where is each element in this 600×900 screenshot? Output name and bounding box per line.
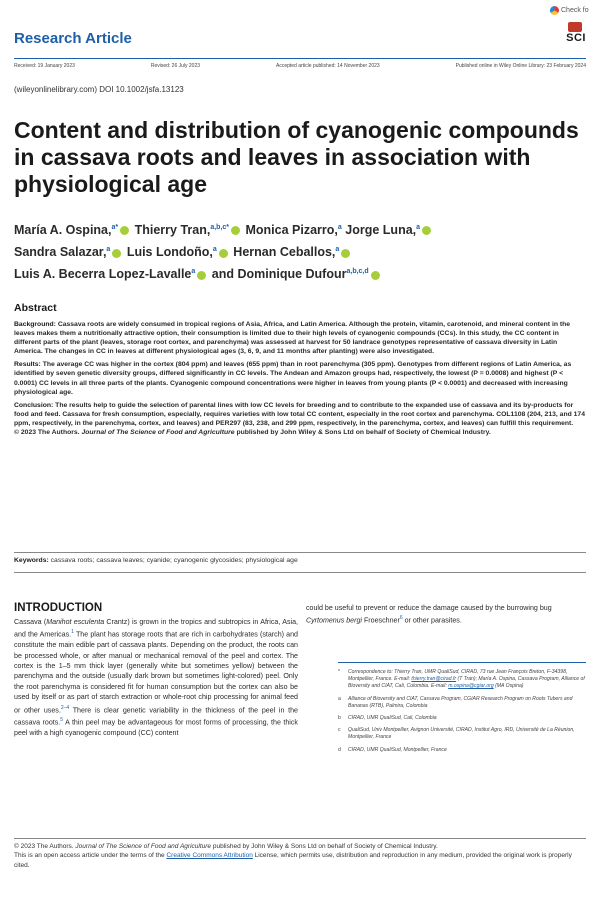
- email-link[interactable]: m.ospina@cgiar.org: [448, 683, 494, 690]
- logo-text: SCI: [566, 32, 586, 44]
- abstract-heading: Abstract: [14, 302, 57, 314]
- author-affiliation: a*: [111, 224, 119, 231]
- keywords-label: Keywords:: [14, 557, 49, 564]
- author-name[interactable]: and Dominique Dufour: [211, 267, 347, 282]
- author-affiliation: a,b,c*: [210, 224, 230, 231]
- orcid-icon[interactable]: [371, 271, 380, 280]
- note-text: QualiSud, Univ Montpellier, Avignon Université, CIRAD, Institut Agro, IRD, Université de La Réunion, Montpellier, France: [348, 727, 575, 741]
- introduction-heading: INTRODUCTION: [14, 602, 103, 614]
- correspondence-notes: [338, 669, 586, 759]
- doi-line[interactable]: (wileyonlinelibrary.com) DOI 10.1002/jsfa.13123: [14, 85, 184, 94]
- note-text: Alliance of Bioversity and CIAT, Cassava Program, CGIAR Research Program on Roots Tubers and Bananas (RTB), Palmira, Colombia: [348, 695, 573, 709]
- author-name[interactable]: Sandra Salazar,: [14, 245, 107, 260]
- note-marker: *: [338, 669, 340, 675]
- license-link[interactable]: Creative Commons Attribution: [166, 852, 253, 860]
- note-marker: a: [338, 695, 341, 702]
- species-name: Manihot esculenta: [46, 618, 105, 626]
- journal-name: Journal of The Science of Food and Agriculture: [81, 429, 235, 437]
- body-text: There is clear genetic variability in the thickness of the peel in the cassava roots.: [14, 705, 298, 727]
- affiliation-note: [338, 696, 586, 710]
- orcid-icon[interactable]: [341, 249, 350, 258]
- check-for-updates-label: Check fo: [561, 6, 589, 14]
- journal-name: Journal of The Science of Food and Agriculture: [75, 843, 212, 850]
- orcid-icon[interactable]: [112, 249, 121, 258]
- footer-copyright: [14, 842, 586, 851]
- abstract-label: Background:: [14, 321, 56, 328]
- author-affiliation: a: [191, 268, 196, 276]
- orcid-icon[interactable]: [219, 249, 228, 258]
- author-affiliation: a,b,c,d: [346, 268, 369, 276]
- reference-link[interactable]: 2–4: [60, 704, 70, 711]
- email-link[interactable]: thierry.tran@cirad.fr: [411, 676, 457, 683]
- divider: [14, 552, 586, 553]
- published-date: Published online in Wiley Online Library: 23 February 2024: [455, 63, 586, 69]
- introduction-right-column: [306, 603, 586, 626]
- author-name[interactable]: Luis Londoño,: [126, 245, 213, 260]
- correspondence-note: [338, 669, 586, 691]
- copyright-post: published by John Wiley & Sons Ltd on behalf of Society of Chemical Industry.: [236, 429, 491, 437]
- sci-logo: [554, 22, 586, 52]
- author-name[interactable]: Luis A. Becerra Lopez-Lavalle: [14, 267, 192, 282]
- body-text: The plant has storage roots that are rich in carbohydrates (starch) and constitute the main edible part of cassava plants. Depending on the product, the roots can be processed whole, or after manual or mechanical removal of the peel and cortex. The cortex is the 1–5 mm thick layer (generally white but sometimes yellow) between the parenchyma and the outside (usually dark brown but sometimes light-colored) peel. Only the root parenchyma is considered fit for human consumption but the cortex can also be used by itself or as part of starch extraction or whole-root chip processing for animal feed or other uses.: [14, 630, 298, 714]
- abstract-label: Results:: [14, 361, 41, 369]
- footer-text: License, which permits use, distribution and reproduction in any medium, provided the original work is properly cited.: [14, 852, 572, 869]
- species-name: Cyrtomenus bergi: [306, 616, 362, 625]
- author-list: [14, 218, 586, 284]
- revised-date: Revised: 26 July 2023: [150, 63, 201, 69]
- note-marker: c: [338, 727, 341, 734]
- author-affiliation: a: [335, 246, 340, 254]
- header-divider: [14, 58, 586, 59]
- body-text: Cassava (: [14, 618, 47, 626]
- accepted-date: Accepted article published: 14 November 2023: [275, 63, 380, 69]
- body-text: could be useful to prevent or reduce the damage caused by the burrowing bug: [306, 604, 552, 612]
- note-text: CIRAD, UMR QualiSud, Cali, Colombia: [348, 715, 437, 722]
- abstract-conclusion: [14, 401, 586, 437]
- keywords-text: cassava roots; cassava leaves; cyanide; cyanogenic glycosides; physiological age: [50, 557, 298, 564]
- body-text: or other parasites.: [402, 616, 462, 625]
- orcid-icon[interactable]: [422, 226, 431, 235]
- orcid-icon[interactable]: [231, 226, 240, 235]
- logo-mark-icon: [568, 22, 582, 32]
- note-text: CIRAD, UMR QualiSud, Montpellier, France: [348, 746, 447, 753]
- divider: [14, 572, 586, 573]
- footer-license: [14, 851, 586, 870]
- notes-divider: [338, 662, 586, 663]
- author-affiliation: a: [416, 224, 421, 231]
- orcid-icon[interactable]: [120, 226, 129, 235]
- author-name[interactable]: Jorge Luna,: [345, 223, 417, 238]
- affiliation-note: [338, 747, 586, 754]
- abstract-background: [14, 320, 586, 356]
- affiliation-note: [338, 727, 586, 741]
- footer-divider: [14, 838, 586, 839]
- body-text: A thin peel may be advantageous for most forms of processing, the thick peel with a high cyanogenic compound (CC) content: [14, 718, 298, 738]
- reference-link[interactable]: 5: [60, 717, 64, 724]
- footer-text: © 2023 The Authors.: [14, 843, 74, 850]
- body-text: Froeschner: [362, 616, 400, 625]
- note-marker: b: [338, 715, 341, 722]
- author-affiliation: a: [337, 224, 342, 231]
- article-type-label: Research Article: [14, 30, 132, 47]
- reference-link[interactable]: 1: [71, 629, 74, 636]
- note-marker: d: [338, 746, 341, 753]
- abstract-results: [14, 360, 586, 396]
- introduction-left-column: [14, 617, 298, 739]
- abstract-text: The average CC was higher in the cortex (804 ppm) and leaves (655 ppm) than in root parenchyma (305 ppm). Genotypes from different regions of Latin America, as identified by seven genetic diversity groups, differed significantly in CC levels. The Andean and Amazon groups had, respectively, the lowest (P = 0.0008) and highest (P < 0.0001) CC levels in all three parts of the plants. Cyanogenic compound concentrations were higher in leaves from young plants (P < 0.0001) and decreased with increasing physiological age.: [14, 361, 572, 396]
- footer-text: published by John Wiley & Sons Ltd on behalf of Society of Chemical Industry.: [212, 843, 438, 850]
- author-name[interactable]: María A. Ospina,: [14, 223, 112, 238]
- note-text-part: (T Tran); María A. Ospina, Cassava Program, Alliance of Bioversity and CIAT, Cali, Colombia. E-mail:: [348, 676, 585, 690]
- author-name[interactable]: Thierry Tran,: [134, 223, 211, 238]
- article-title: Content and distribution of cyanogenic compounds in cassava roots and leaves in association with physiological age: [14, 117, 579, 197]
- article-history: [14, 63, 586, 69]
- reference-link[interactable]: 6: [399, 615, 403, 622]
- license-footer: [14, 842, 586, 870]
- crossmark-icon: [550, 6, 559, 15]
- author-affiliation: a: [212, 246, 217, 254]
- abstract-text: The results help to guide the selection of parental lines with low CC levels for breeding and to contribute to the expanded use of cassava and its by-products for food and feed. Cassava for fresh consumption, especially, requires varieties with low total CC content, especially in the root cortex and parenchyma. COL1108 (204, 213, and 174 ppm, respectively, in the parenchyma, cortex, and leaves) and PER297 (83, 238, and 299 ppm, respectively, in the parenchyma, cortex, and leaves) can fulfill this requirement.: [14, 401, 585, 427]
- footer-text: This is an open access article under the terms of the: [14, 852, 167, 860]
- body-text: Crantz) is grown in the tropics and subtropics in Africa, Asia, and the Americas.: [14, 618, 298, 639]
- abstract-text: Cassava roots are widely consumed in tropical regions of Asia, Africa, and Latin America. Although the protein, vitamin, carotenoid, and mineral content in the leaves makes them a nutritionally attractive option, their consumption is limited due to their high levels of cyanogenic compounds (CCs). In this study, the CC content in different parts of the plant (leaves, storage root cortex, and parenchyma) was assessed at harvest for 50 landrace genotypes representative of cassava diversity in Latin America. The changes in CC in leaves at different physiological ages (3, 6, 9, and 11 months after planting) were also investigated.: [14, 321, 571, 356]
- author-name[interactable]: Monica Pizarro,: [245, 223, 338, 238]
- note-text-part: (MA Ospina): [493, 683, 524, 690]
- abstract-body: [14, 320, 586, 441]
- note-text-part: Correspondence to: Thierry Tran, UMR QualiSud, CIRAD, 73 rue Jean François Breton, F-34398, Montpellier, France. E-mail:: [348, 669, 568, 683]
- received-date: Received: 19 January 2023: [14, 63, 75, 69]
- note-text: [348, 669, 586, 691]
- orcid-icon[interactable]: [197, 271, 206, 280]
- affiliation-note: [338, 715, 586, 722]
- journal-header: [14, 22, 586, 58]
- abstract-label: Conclusion:: [14, 401, 54, 409]
- copyright-pre: © 2023 The Authors.: [14, 429, 80, 437]
- check-for-updates-badge[interactable]: [550, 3, 598, 17]
- keywords: [14, 557, 586, 564]
- author-affiliation: a: [106, 246, 111, 254]
- author-name[interactable]: Hernan Ceballos,: [233, 245, 336, 260]
